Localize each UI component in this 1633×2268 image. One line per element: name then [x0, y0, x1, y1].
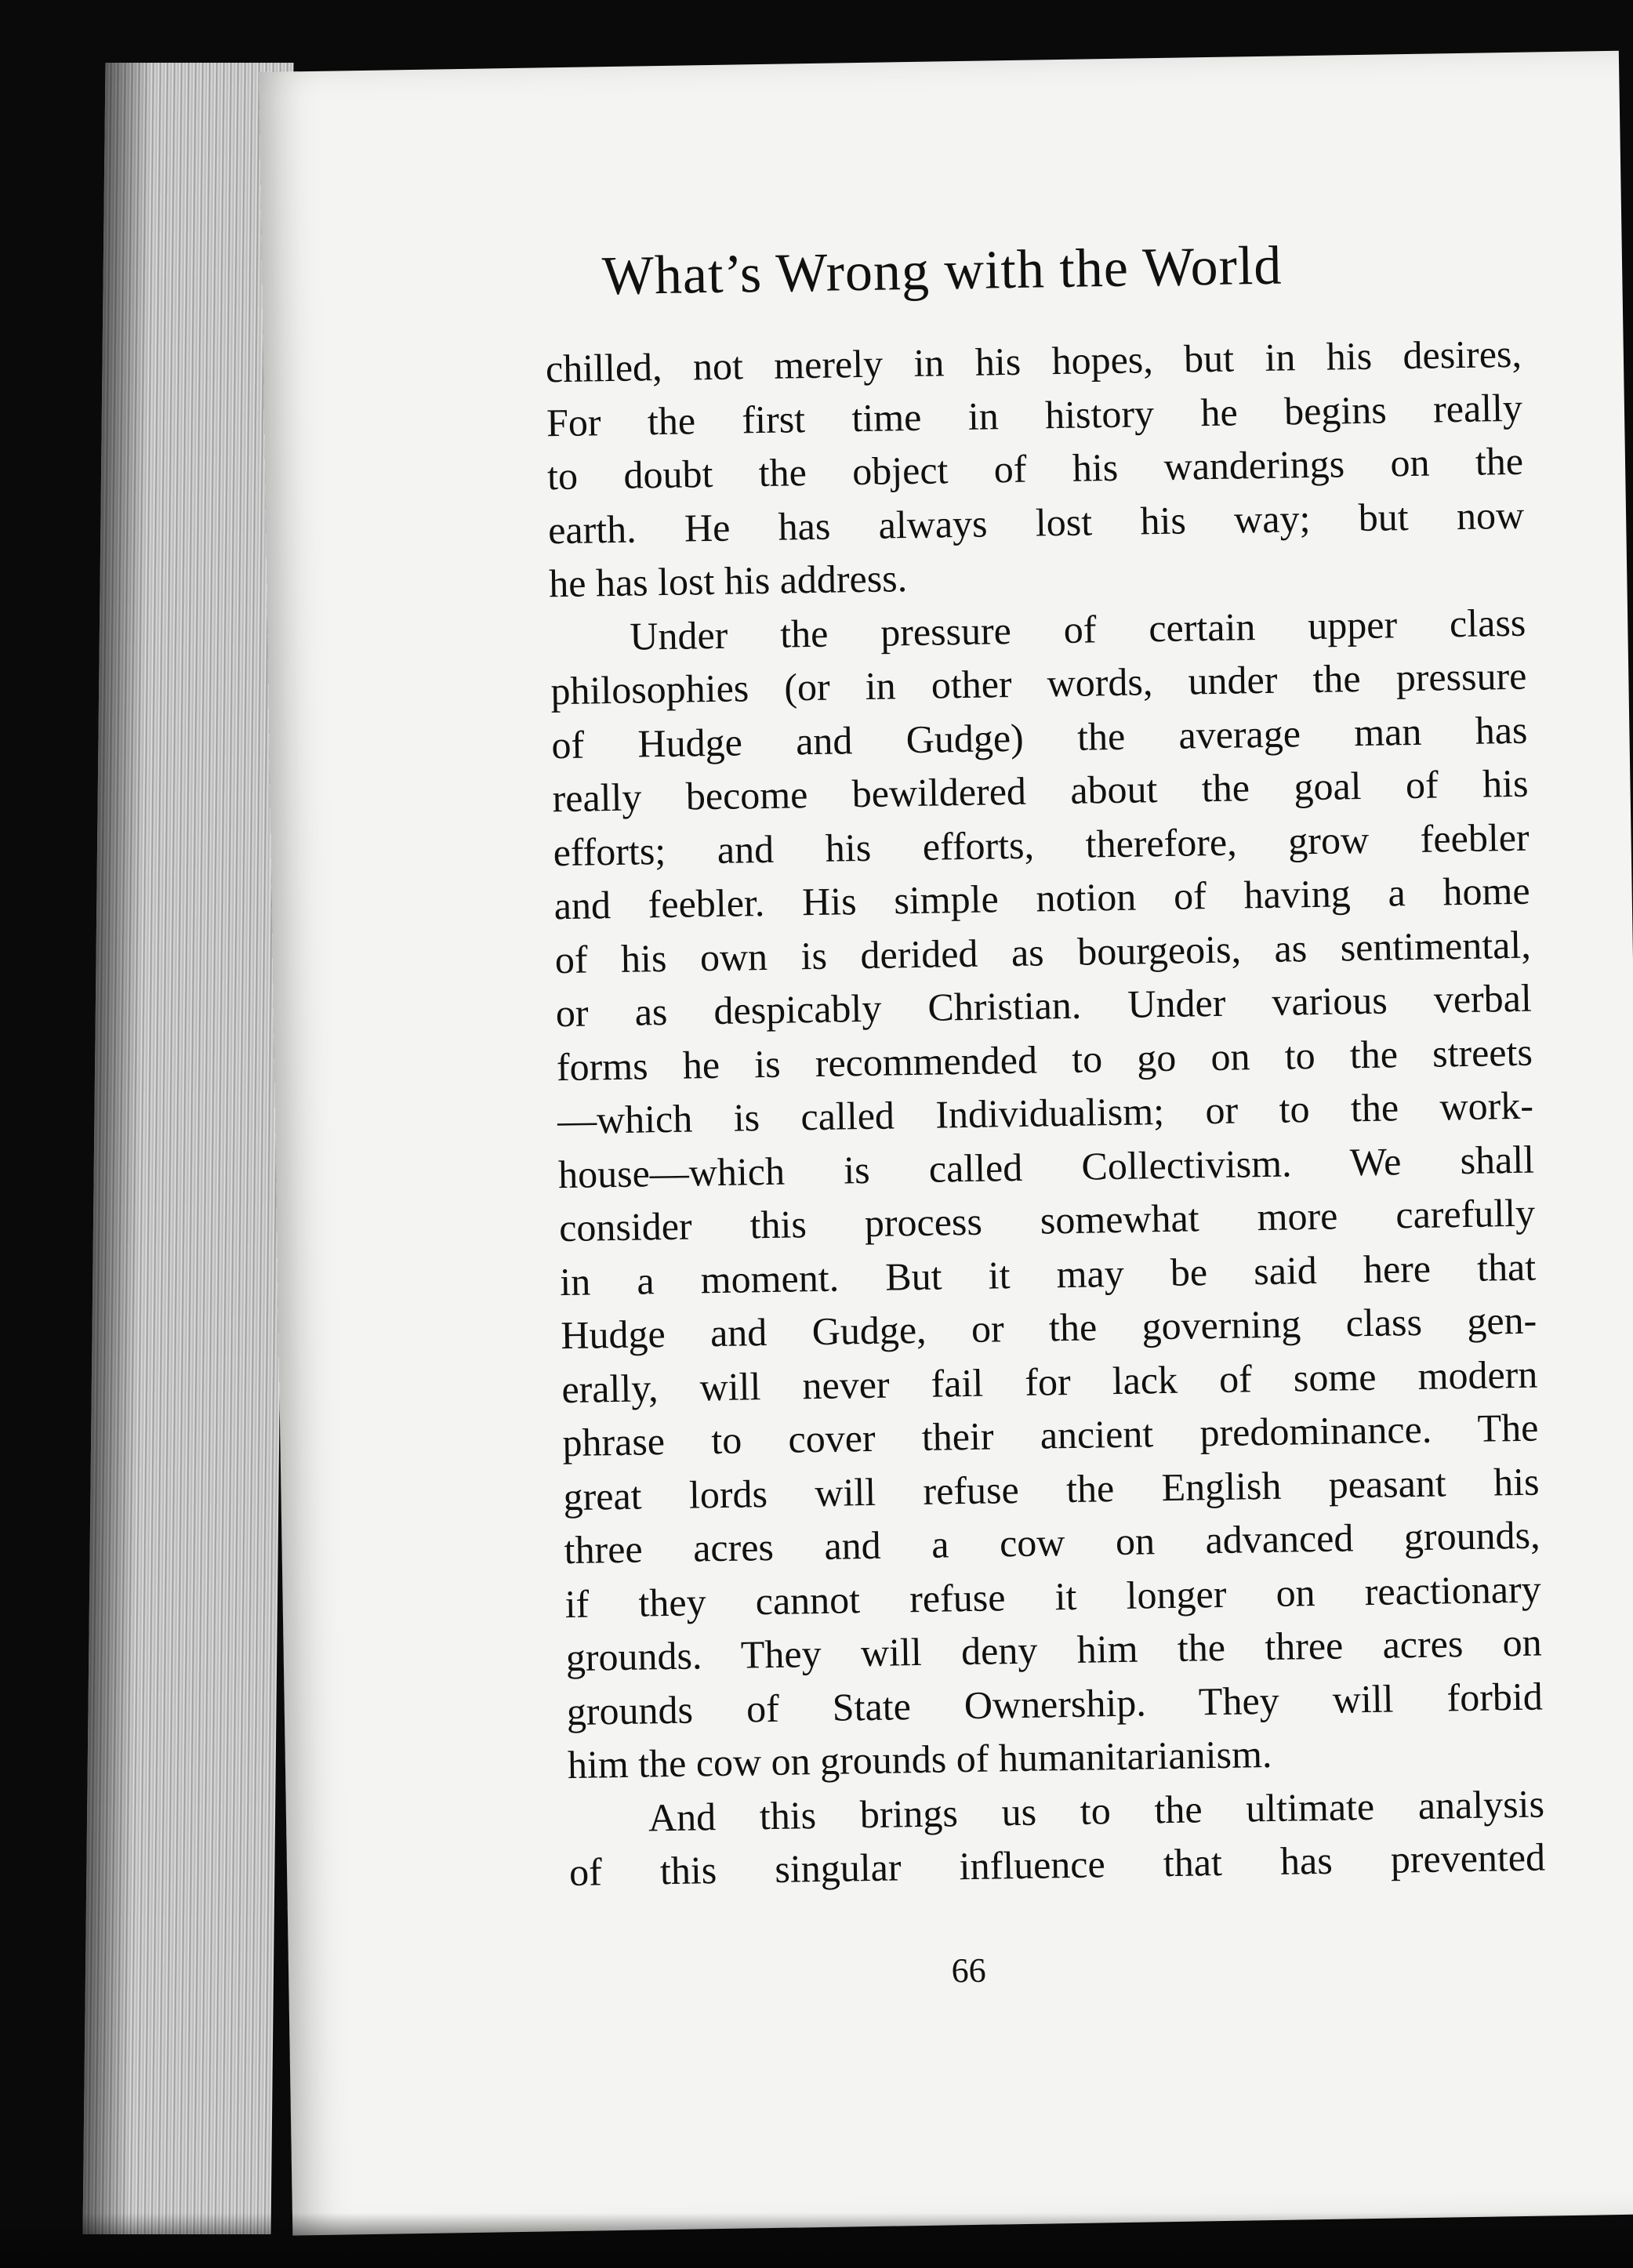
text-line: grounds. They will deny him the three acres on — [565, 1620, 1543, 1680]
text-line: —which is called Individualism; or to the work- — [557, 1083, 1534, 1143]
text-line: really become bewildered about the goal of his — [552, 760, 1529, 821]
running-head: What’s Wrong with the World — [601, 235, 1283, 307]
text-line: And this brings us to the ultimate analysis — [648, 1781, 1545, 1839]
bottom-shadow — [0, 2213, 1633, 2268]
text-line: and feebler. His simple notion of having a home — [553, 868, 1531, 928]
text-line: to doubt the object of his wanderings on the — [546, 438, 1524, 499]
text-line: three acres and a cow on advanced grounds, — [564, 1512, 1540, 1573]
body-text — [545, 327, 1545, 1900]
text-line: consider this process somewhat more carefully — [558, 1190, 1536, 1250]
page-number: 66 — [951, 1950, 987, 1990]
text-line: he has lost his address. — [548, 556, 908, 606]
text-line: of his own is derided as bourgeois, as sentimental, — [554, 922, 1532, 982]
text-line: or as despicably Christian. Under various verbal — [555, 975, 1533, 1036]
text-line: philosophies (or in other words, under the pressure — [550, 653, 1527, 713]
text-line: Hudge and Gudge, or the governing class gen- — [560, 1297, 1537, 1358]
text-line: house—which is called Collectivism. We shall — [557, 1137, 1535, 1196]
text-line: efforts; and his efforts, therefore, grow feebler — [553, 815, 1530, 874]
text-line: of Hudge and Gudge) the average man has — [551, 707, 1528, 767]
text-line: great lords will refuse the English peasant his — [563, 1459, 1540, 1519]
text-line: earth. He has always lost his way; but now — [547, 492, 1525, 552]
text-line: phrase to cover their ancient predominance. The — [562, 1405, 1539, 1465]
page-edges — [82, 63, 293, 2234]
book-page — [259, 51, 1633, 2236]
text-line: erally, will never fail for lack of some modern — [561, 1352, 1538, 1411]
text-line: For the first time in history he begins really — [546, 385, 1523, 445]
text-line: chilled, not merely in his hopes, but in his desires, — [545, 331, 1522, 391]
text-line: him the cow on grounds of humanitarianism. — [567, 1731, 1272, 1787]
text-line: of this singular influence that has prevented — [568, 1834, 1546, 1895]
text-line: forms he is recommended to go on to the streets — [556, 1029, 1533, 1089]
text-line: if they cannot refuse it longer on reactionary — [564, 1566, 1542, 1626]
text-line: in a moment. But it may be said here that — [559, 1244, 1537, 1304]
text-line: grounds of State Ownership. They will forbid — [566, 1674, 1544, 1733]
text-line: Under the pressure of certain upper class — [629, 600, 1526, 659]
